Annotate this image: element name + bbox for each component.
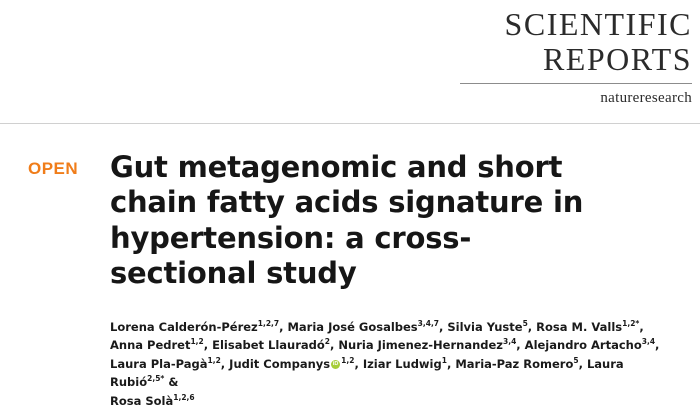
journal-title-line2: REPORTS [542, 40, 692, 77]
publisher-logo [452, 90, 692, 107]
publisher-name-nature: nature [600, 90, 640, 107]
page-title: Gut metagenomic and short chain fatty acids signature in hypertension: a cross-sectional study [110, 150, 584, 291]
article-header [110, 150, 688, 411]
header-divider [0, 123, 700, 124]
masthead-divider [460, 83, 692, 84]
orcid-icon[interactable] [331, 360, 340, 369]
author-line: Rosa Solà$^{1,2,6}$ [110, 393, 195, 408]
open-access-badge: OPEN [28, 159, 79, 178]
journal-title-line1: SCIENTIFIC [504, 6, 692, 42]
author-line: Lorena Calderón-Pérez$^{1,2,7}$, Maria José Gosalbes$^{3,4,7}$, Silvia Yuste$^5$, Rosa M. Valls$^{1,2*}$, [110, 318, 644, 334]
journal-masthead [452, 0, 700, 107]
author-list [110, 318, 680, 411]
author-line: Laura Pla-Pagà$^{1,2}$, Judit Companys iD $^{1,2}$, Iziar Ludwig$^1$, Maria-Paz Romero$^5$, Laura Rubió$^{2,5*}$ & [110, 355, 680, 392]
author-line: Anna Pedret$^{1,2}$, Elisabet Llauradó$^2$, Nuria Jimenez-Hernandez$^{3,4}$, Alejandro Artacho$^{3,4}$, [110, 337, 660, 353]
publisher-name-research: research [639, 90, 692, 107]
